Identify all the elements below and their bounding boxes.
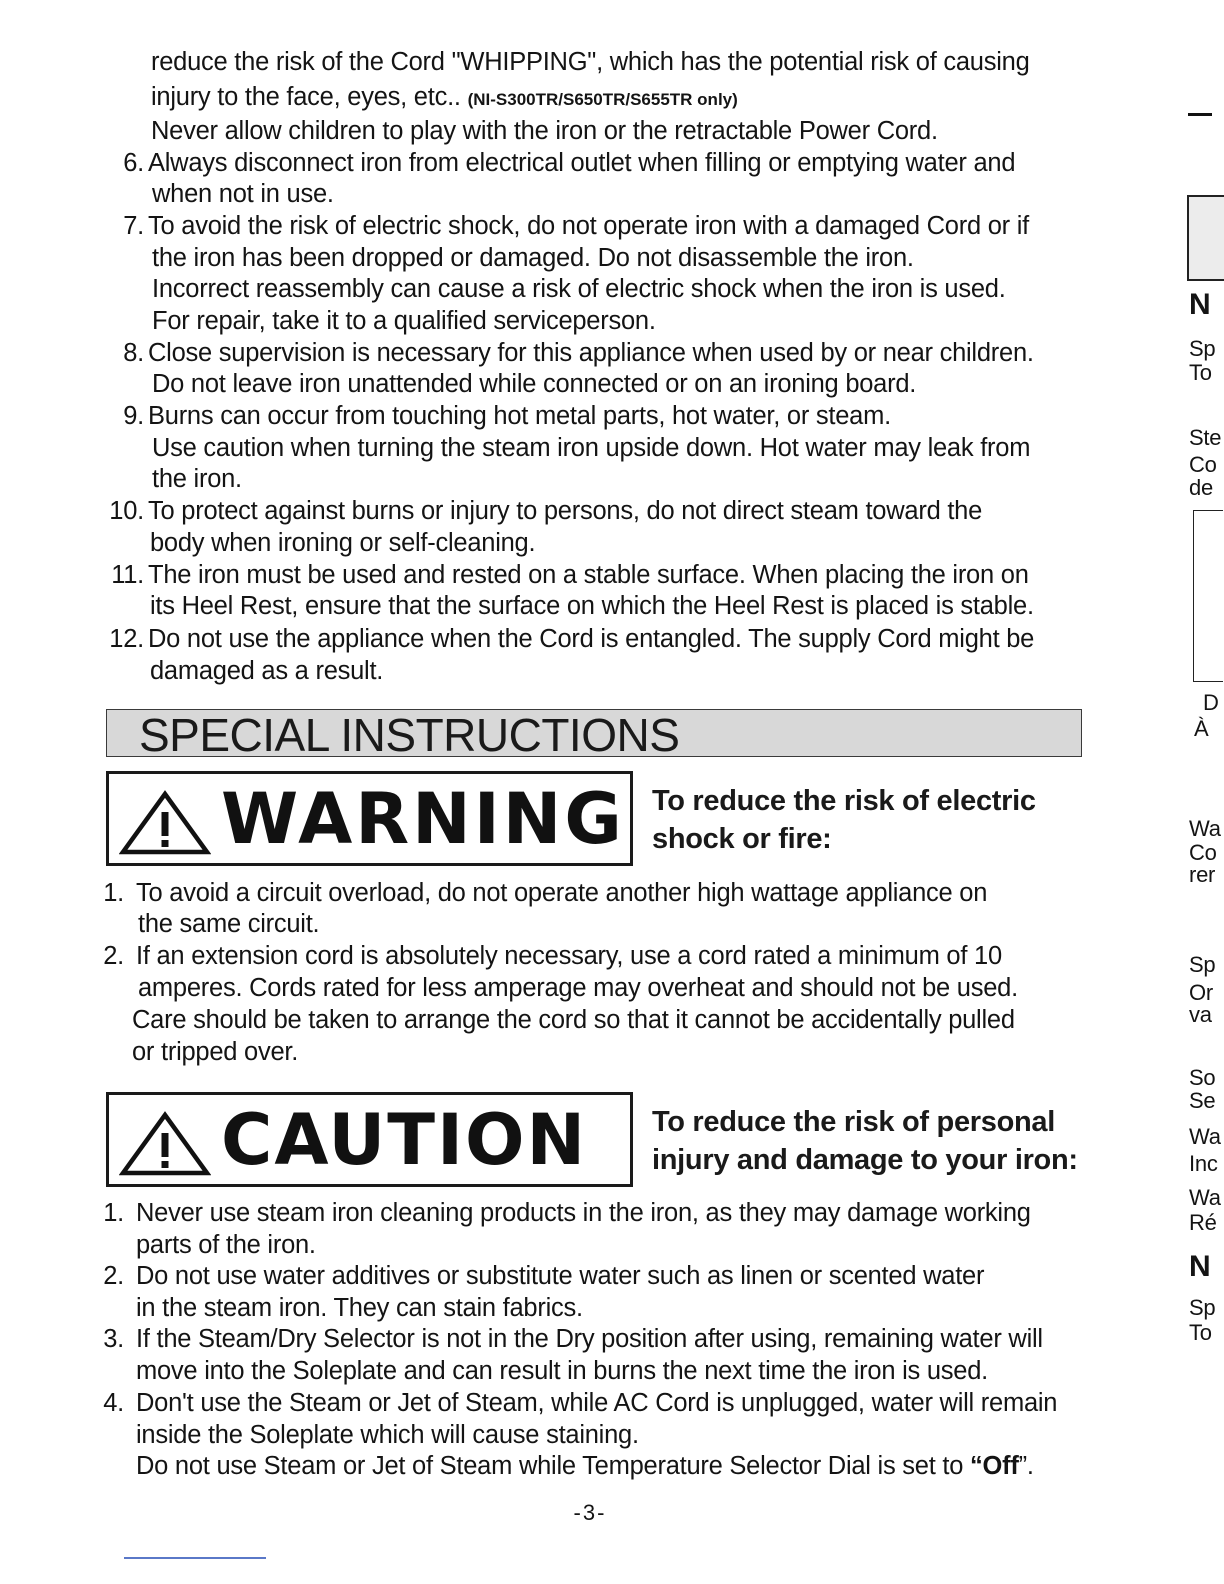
item-12-line-2: damaged as a result.	[150, 657, 384, 685]
warning-word: WARNING	[221, 778, 625, 860]
item-12-number: 12.	[109, 625, 144, 653]
item-10-line-2: body when ironing or self-cleaning.	[150, 529, 536, 557]
warning-item-1-line-1: To avoid a circuit overload, do not operate another high wattage appliance on	[136, 879, 988, 907]
item-12-line-1: Do not use the appliance when the Cord is entangled. The supply Cord might be	[148, 625, 1035, 653]
fragment-text-2: Sp	[1189, 336, 1216, 361]
fragment-text-7: D	[1203, 690, 1219, 715]
page-number: -3-	[573, 1500, 607, 1525]
bottom-divider	[124, 1557, 266, 1559]
caution-item-2-line-2: in the steam iron. They can stain fabrics.	[136, 1294, 583, 1322]
item-7-line-4: For repair, take it to a qualified serviceperson.	[152, 307, 656, 335]
item-11-number: 11.	[111, 561, 144, 589]
caution-item-3-number: 3.	[103, 1325, 124, 1353]
item-7-line-3: Incorrect reassembly can cause a risk of electric shock when the iron is used.	[152, 275, 1006, 303]
warning-item-2-number: 2.	[103, 942, 124, 970]
caution-final-off-label: Off	[982, 1452, 1019, 1480]
fragment-text-22: Sp	[1189, 1295, 1216, 1320]
fragment-text-8: À	[1194, 716, 1209, 741]
caution-final-open-quote: “	[970, 1452, 983, 1480]
item-9-line-1: Burns can occur from touching hot metal parts, hot water, or steam.	[148, 402, 891, 430]
warning-item-2-line-4: or tripped over.	[132, 1038, 299, 1066]
caution-item-1-line-1: Never use steam iron cleaning products in the iron, as they may damage working	[136, 1199, 1031, 1227]
item-9-line-2: Use caution when turning the steam iron upside down. Hot water may leak from	[152, 434, 1031, 462]
caution-item-3-line-1: If the Steam/Dry Selector is not in the Dry position after using, remaining water will	[136, 1325, 1043, 1353]
caution-final-close-quote: ”.	[1018, 1452, 1034, 1480]
model-note: (NI-S300TR/S650TR/S655TR only)	[467, 90, 738, 109]
item-7-line-2: the iron has been dropped or damaged. Do not disassemble the iron.	[152, 244, 914, 272]
special-instructions-title: SPECIAL INSTRUCTIONS	[139, 709, 680, 761]
caution-item-4-line-2: inside the Soleplate which will cause staining.	[136, 1421, 639, 1449]
item-8-number: 8.	[123, 339, 144, 367]
fragment-text-23: To	[1189, 1320, 1212, 1345]
caution-triangle-icon	[119, 1111, 211, 1177]
item-8-line-1: Close supervision is necessary for this appliance when used by or near children.	[148, 339, 1034, 367]
caution-item-1-line-2: parts of the iron.	[136, 1231, 316, 1259]
fragment-box-mid	[1193, 510, 1223, 682]
item-9-number: 9.	[123, 402, 144, 430]
fragment-box-top	[1187, 195, 1224, 281]
item-10-line-1: To protect against burns or injury to persons, do not direct steam toward the	[148, 497, 983, 525]
warning-item-1-line-2: the same circuit.	[138, 910, 320, 938]
item-6-number: 6.	[123, 149, 144, 177]
item-11-line-2: its Heel Rest, ensure that the surface on which the Heel Rest is placed is stable.	[150, 592, 1034, 620]
fragment-text-10: Co	[1189, 840, 1217, 865]
caution-final-line-text: Do not use Steam or Jet of Steam while Temperature Selector Dial is set to	[136, 1452, 971, 1480]
caution-message-line-1: To reduce the risk of personal	[652, 1106, 1056, 1138]
fragment-text-13: Or	[1189, 980, 1213, 1005]
caution-item-2-line-1: Do not use water additives or substitute water such as linen or scented water	[136, 1262, 985, 1290]
fragment-text-21: N	[1189, 1250, 1211, 1283]
item-11-line-1: The iron must be used and rested on a stable surface. When placing the iron on	[148, 561, 1029, 589]
fragment-text-14: va	[1189, 1002, 1212, 1027]
fragment-text-17: Wa	[1189, 1124, 1221, 1149]
fragment-text-18: Inc	[1189, 1151, 1218, 1176]
fragment-text-5: Co	[1189, 452, 1217, 477]
item-6-line-2: when not in use.	[152, 180, 334, 208]
caution-item-3-line-2: move into the Soleplate and can result in burns the next time the iron is used.	[136, 1357, 989, 1385]
warning-message-line-2: shock or fire:	[652, 823, 832, 855]
fragment-text-9: Wa	[1189, 816, 1221, 841]
caution-item-4-number: 4.	[103, 1389, 124, 1417]
fragment-text-6: de	[1189, 475, 1213, 500]
warning-message-line-1: To reduce the risk of electric	[652, 785, 1036, 817]
caution-item-2-number: 2.	[103, 1262, 124, 1290]
fragment-rule	[1188, 113, 1212, 116]
intro-line-1: reduce the risk of the Cord "WHIPPING", which has the potential risk of causing	[151, 48, 1030, 76]
caution-final-line	[136, 1451, 1034, 1482]
warning-item-1-number: 1.	[103, 879, 124, 907]
warning-triangle-icon	[119, 790, 211, 856]
item-6-line-1: Always disconnect iron from electrical outlet when filling or emptying water and	[148, 149, 1016, 177]
caution-signal-box	[106, 1092, 633, 1187]
fragment-text-11: rer	[1189, 862, 1216, 887]
intro-line-2	[151, 82, 738, 115]
fragment-text-4: Ste	[1189, 425, 1222, 450]
intro-line-3: Never allow children to play with the iron or the retractable Power Cord.	[151, 117, 938, 145]
warning-item-2-line-2: amperes. Cords rated for less amperage may overheat and should not be used.	[138, 974, 1018, 1002]
fragment-text-1: N	[1189, 288, 1211, 321]
fragment-text-15: So	[1189, 1065, 1216, 1090]
fragment-text-19: Wa	[1189, 1185, 1221, 1210]
warning-signal-box	[106, 771, 633, 866]
item-7-number: 7.	[123, 212, 144, 240]
warning-item-2-line-1: If an extension cord is absolutely necessary, use a cord rated a minimum of 10	[136, 942, 1002, 970]
caution-word: CAUTION	[221, 1099, 588, 1181]
fragment-text-20: Ré	[1189, 1210, 1217, 1235]
caution-item-1-number: 1.	[103, 1199, 124, 1227]
caution-message-line-2: injury and damage to your iron:	[652, 1144, 1078, 1176]
fragment-text-12: Sp	[1189, 952, 1216, 977]
item-9-line-3: the iron.	[152, 465, 242, 493]
special-instructions-header	[106, 709, 1082, 761]
item-10-number: 10.	[109, 497, 144, 525]
warning-item-2-line-3: Care should be taken to arrange the cord so that it cannot be accidentally pulled	[132, 1006, 1015, 1034]
caution-item-4-line-1: Don't use the Steam or Jet of Steam, while AC Cord is unplugged, water will remain	[136, 1389, 1058, 1417]
item-7-line-1: To avoid the risk of electric shock, do not operate iron with a damaged Cord or if	[148, 212, 1029, 240]
intro-line-2-text: injury to the face, eyes, etc..	[151, 83, 461, 111]
fragment-text-16: Se	[1189, 1088, 1216, 1113]
fragment-text-3: To	[1189, 360, 1212, 385]
item-8-line-2: Do not leave iron unattended while connected or on an ironing board.	[152, 370, 917, 398]
